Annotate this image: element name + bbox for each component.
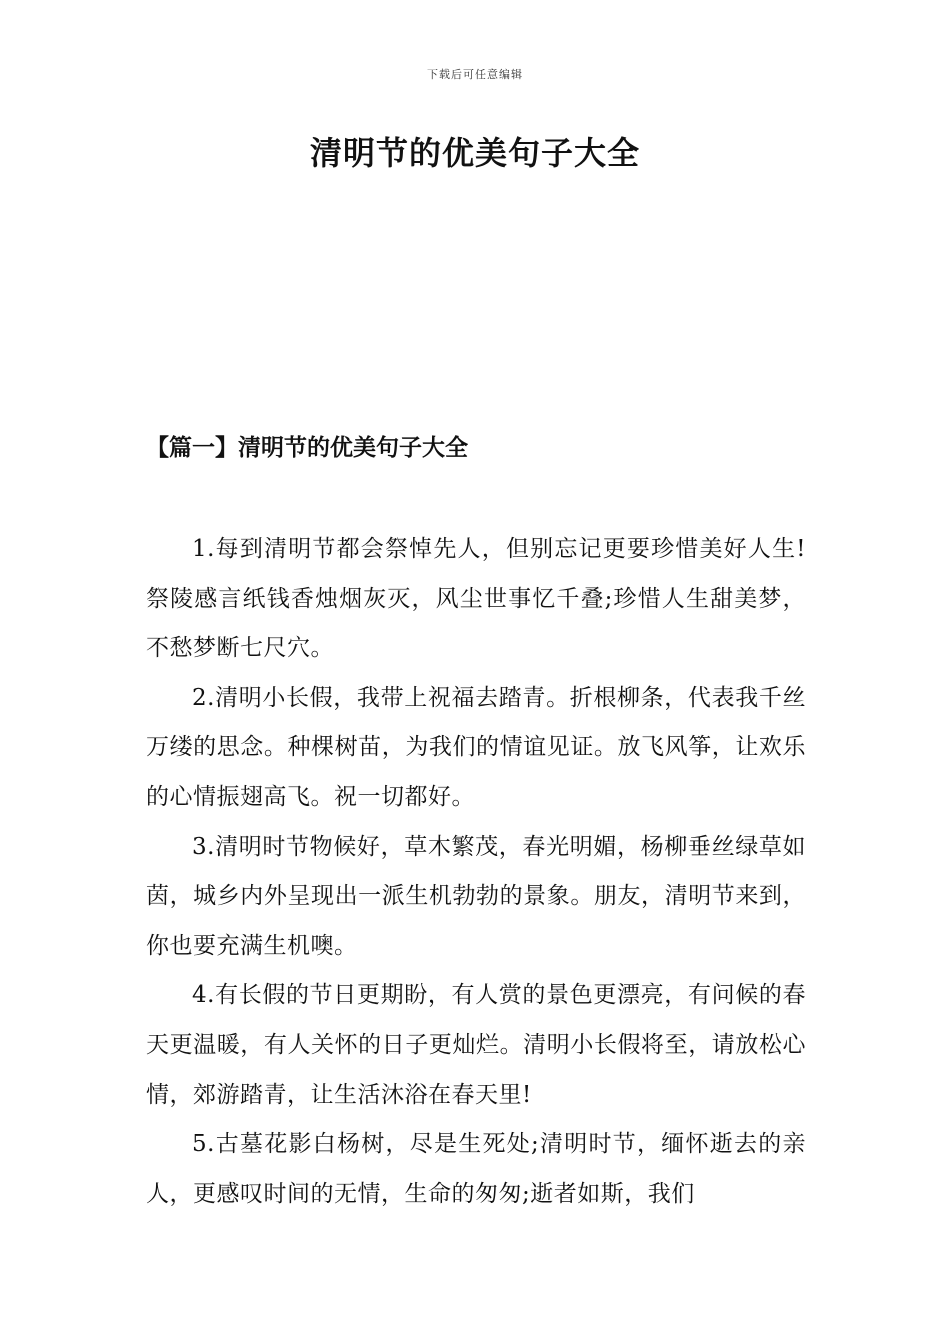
section-heading: 【篇一】清明节的优美句子大全 <box>146 434 468 461</box>
paragraph-4: 4.有长假的节日更期盼，有人赏的景色更漂亮，有问候的春天更温暖，有人关怀的日子更灿烂。清明小长假将至，请放松心情，郊游踏青，让生活沐浴在春天里! <box>146 982 806 1108</box>
paragraph-5: 5.古墓花影白杨树，尽是生死处;清明时节，缅怀逝去的亲人，更感叹时间的无情，生命的匆匆;逝者如斯，我们 <box>146 1131 806 1207</box>
header-note: 下载后可任意编辑 <box>427 68 523 81</box>
document-title: 清明节的优美句子大全 <box>309 134 640 172</box>
document-body <box>146 525 806 1219</box>
paragraph-2: 2.清明小长假，我带上祝福去踏青。折根柳条，代表我千丝万缕的思念。种棵树苗，为我们的情谊见证。放飞风筝，让欢乐的心情振翅高飞。祝一切都好。 <box>146 684 806 810</box>
paragraph-3: 3.清明时节物候好，草木繁茂，春光明媚，杨柳垂丝绿草如茵，城乡内外呈现出一派生机勃勃的景象。朋友，清明节来到，你也要充满生机噢。 <box>146 833 806 959</box>
paragraph-1: 1.每到清明节都会祭悼先人，但别忘记更要珍惜美好人生!祭陵感言纸钱香烛烟灰灭，风尘世事忆千叠;珍惜人生甜美梦，不愁梦断七尺穴。 <box>146 536 806 662</box>
